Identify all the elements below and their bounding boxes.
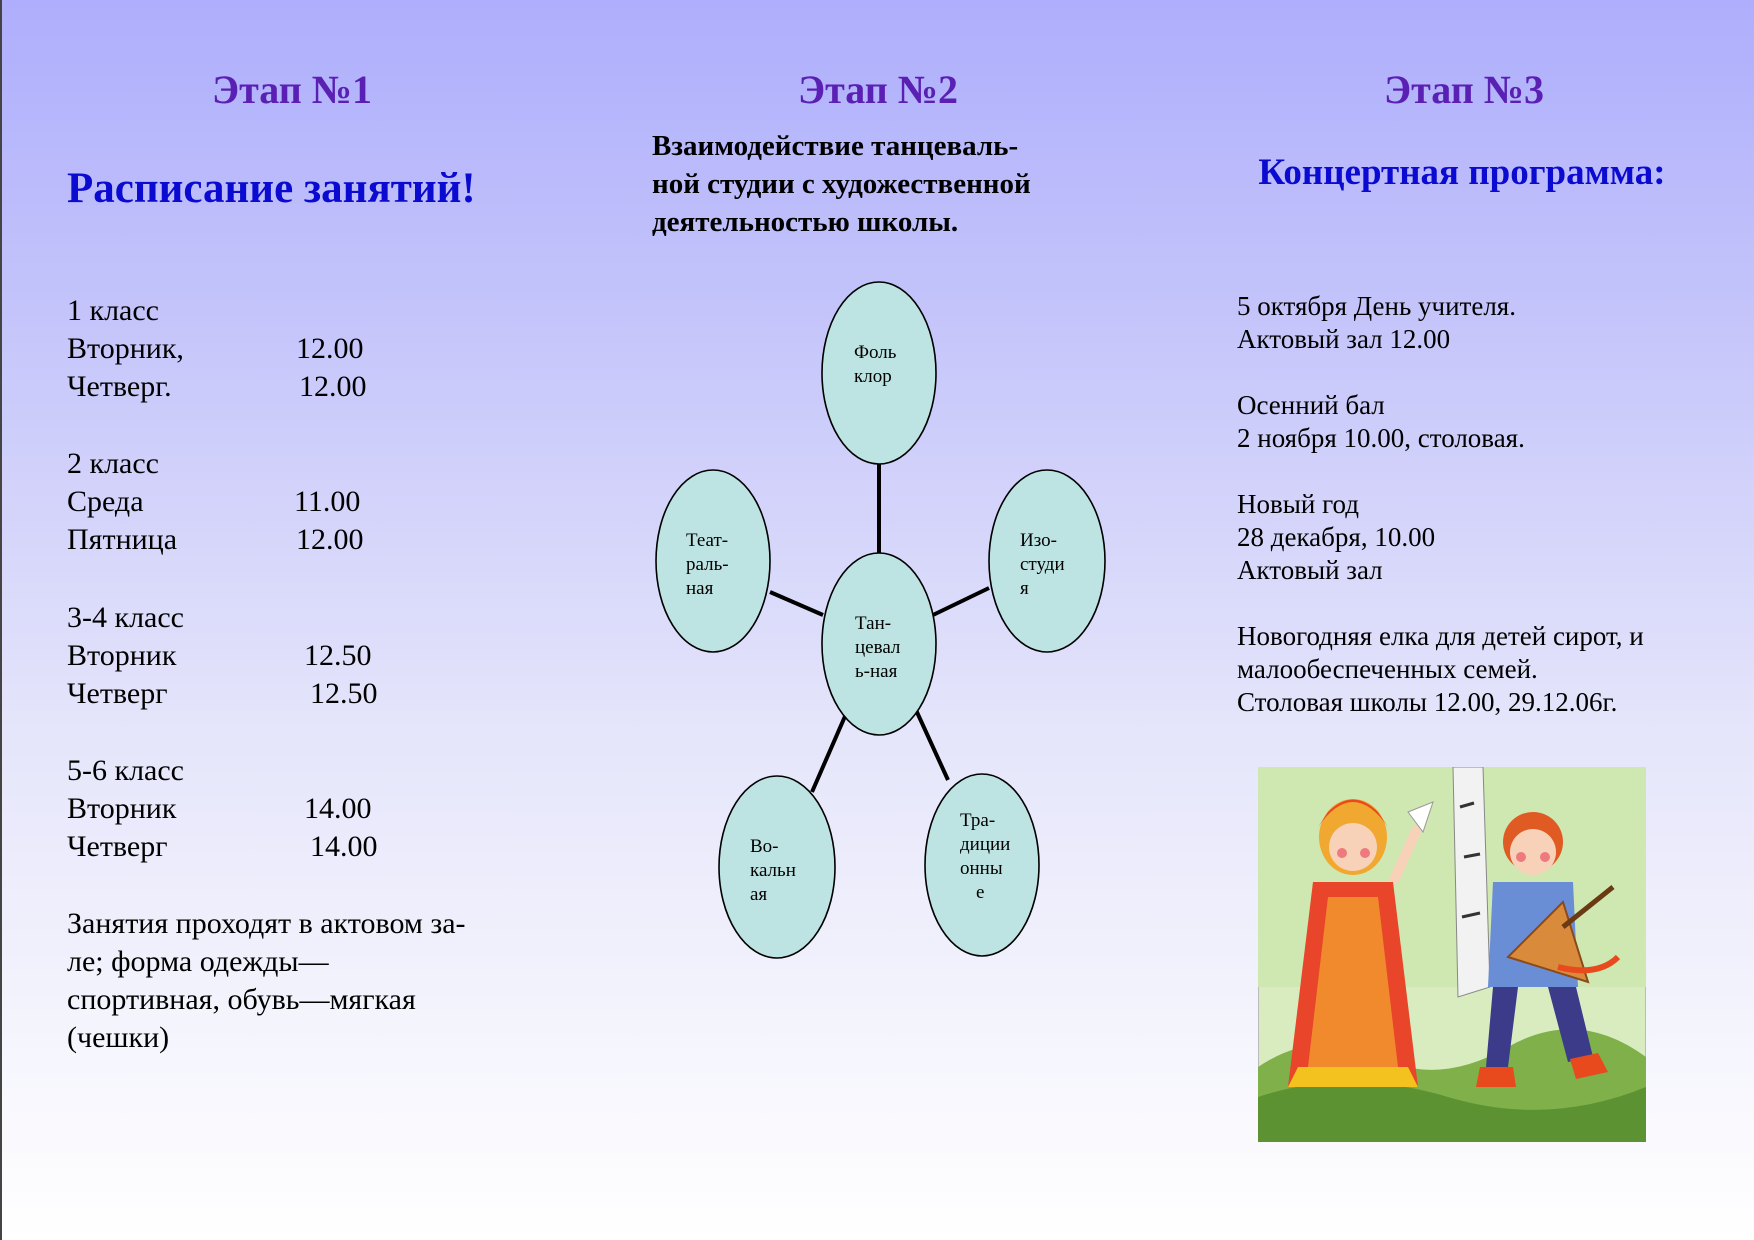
schedule-time: 12.50: [310, 677, 378, 710]
connector-bottom-right: [916, 710, 948, 780]
schedule-day: Четверг: [67, 677, 168, 710]
schedule-row: [67, 828, 378, 866]
schedule-class-label: 3-4 класс: [67, 601, 184, 634]
event-line: Актовый зал 12.00: [1237, 324, 1451, 354]
note-line: спортивная, обувь—мягкая: [67, 983, 416, 1016]
activity-diagram: [642, 270, 1112, 970]
node-label-line: клор: [854, 366, 892, 387]
schedule-time: 11.00: [294, 485, 361, 518]
schedule-day: Четверг: [67, 830, 168, 863]
schedule-row: [67, 521, 364, 559]
node-label-line: я: [1020, 578, 1029, 599]
description-line: деятельностью школы.: [652, 206, 959, 238]
schedule-time: 12.50: [304, 639, 372, 672]
node-label-line: е: [976, 882, 985, 903]
node-art-studio: [989, 470, 1105, 652]
node-label-line: онны: [960, 858, 1003, 879]
node-label-line: Теат-: [686, 530, 729, 551]
connector-left: [770, 592, 823, 615]
description-line: ной студии с художественной: [652, 168, 1031, 200]
schedule-class-label: 5-6 класс: [67, 754, 184, 787]
node-theatre: [656, 470, 770, 652]
schedule-row: [67, 368, 367, 406]
node-center: [822, 553, 936, 735]
event-line: Новый год: [1237, 489, 1359, 519]
node-label-line: Фоль: [854, 342, 897, 363]
schedule-time: 14.00: [310, 830, 378, 863]
node-folklore: [822, 282, 936, 464]
event-line: Осенний бал: [1237, 390, 1385, 420]
event-line: Новогодняя елка для детей сирот, и: [1237, 621, 1644, 651]
schedule-day: Пятница: [67, 523, 178, 556]
schedule-day: Четверг.: [67, 370, 172, 403]
schedule-time: 12.00: [296, 523, 364, 556]
schedule-day: Вторник: [67, 792, 177, 825]
note-line: ле; форма одежды—: [67, 945, 329, 978]
schedule-group: [67, 292, 367, 406]
node-label-line: раль-: [686, 554, 729, 575]
event-line: 28 декабря, 10.00: [1237, 522, 1436, 552]
node-label-line: ная: [686, 578, 714, 599]
note-line: Занятия проходят в актовом за-: [67, 907, 466, 940]
schedule-group: [67, 445, 364, 559]
stage-2-title: Этап №2: [798, 67, 958, 112]
schedule-day: Среда: [67, 485, 144, 518]
schedule-time: 14.00: [304, 792, 372, 825]
events-list: [1237, 290, 1717, 752]
event-line: Столовая школы 12.00, 29.12.06г.: [1237, 687, 1618, 717]
schedule-day: Вторник: [67, 639, 177, 672]
event-line: 5 октября День учителя.: [1237, 291, 1516, 321]
event-line: 2 ноября 10.00, столовая.: [1237, 423, 1525, 453]
connector-bottom-left: [812, 714, 846, 792]
folk-dancers-illustration: [1258, 767, 1646, 1142]
event-item: [1237, 389, 1717, 455]
node-label-line: ая: [750, 884, 768, 905]
node-label-line: кальн: [750, 860, 796, 881]
event-item: [1237, 290, 1717, 356]
note-line: (чешки): [67, 1021, 170, 1054]
node-label-line: Тра-: [960, 810, 996, 831]
node-label-line: Во-: [750, 836, 779, 857]
schedule-time: 12.00: [296, 332, 364, 365]
event-line: Актовый зал: [1237, 555, 1383, 585]
node-label-line: Тан-: [855, 613, 892, 634]
description-line: Взаимодействие танцеваль-: [652, 130, 1019, 162]
schedule-class-label: 1 класс: [67, 294, 159, 327]
node-label-line: Изо-: [1020, 530, 1057, 551]
schedule-time: 12.00: [299, 370, 367, 403]
connector-right: [933, 588, 989, 615]
node-traditional: [925, 774, 1039, 956]
stage-2-description: [652, 127, 1112, 241]
schedule-group: [67, 752, 378, 866]
node-label-line: цевал: [855, 637, 901, 658]
schedule-heading: Расписание занятий!: [67, 165, 476, 212]
node-label-line: ь-ная: [855, 661, 898, 682]
schedule-group: [67, 599, 378, 713]
schedule-row: [67, 637, 372, 675]
event-item: [1237, 620, 1717, 719]
node-label-line: студи: [1020, 554, 1065, 575]
stage-1-title: Этап №1: [212, 67, 372, 112]
schedule-note: [67, 905, 517, 1057]
node-label-line: диции: [960, 834, 1011, 855]
schedule-day: Вторник,: [67, 332, 184, 365]
event-line: малообеспеченных семей.: [1237, 654, 1538, 684]
stage-3-title: Этап №3: [1384, 67, 1544, 112]
node-vocal: [719, 776, 835, 958]
schedule-row: [67, 483, 361, 521]
schedule-row: [67, 675, 378, 713]
event-item: [1237, 488, 1717, 587]
concert-heading: Концертная программа:: [1258, 152, 1666, 193]
schedule-class-label: 2 класс: [67, 447, 159, 480]
schedule-row: [67, 330, 364, 368]
schedule-row: [67, 790, 372, 828]
